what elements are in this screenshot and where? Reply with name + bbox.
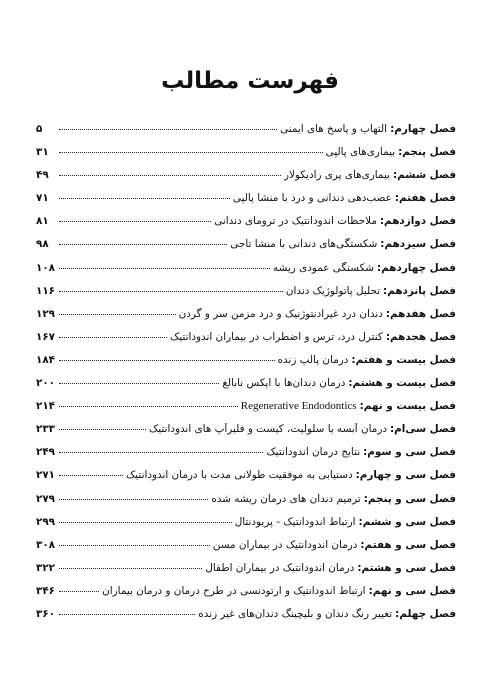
- toc-chapter-label: فصل پانزدهم:: [383, 284, 456, 297]
- toc-page-number: ۲۹۹: [36, 515, 56, 528]
- toc-entry: [36, 192, 456, 215]
- dot-leader: [59, 221, 211, 222]
- toc-entry: [36, 562, 456, 585]
- toc-page-number: ۳۰۸: [36, 538, 56, 551]
- dot-leader: [59, 198, 230, 199]
- toc-topic: بیماری‌های پری رادیکولار: [284, 169, 390, 182]
- toc-page-number: ۴۹: [36, 169, 49, 182]
- toc-chapter-label: فصل بیست و هفتم:: [351, 353, 456, 366]
- toc-topic: ارتباط اندودانتیک - پریودنتال: [234, 515, 356, 528]
- toc-entry: [36, 285, 456, 308]
- toc-page-number: ۲۳۳: [36, 423, 56, 436]
- dot-leader: [59, 244, 227, 245]
- toc-chapter-label: فصل سی و چهارم:: [355, 469, 456, 482]
- toc-chapter-label: فصل چهاردهم:: [376, 261, 456, 274]
- dot-leader: [59, 568, 202, 569]
- toc-chapter-label: فصل هجدهم:: [385, 330, 456, 343]
- toc-page-number: ۵: [36, 123, 43, 135]
- toc-entry: [36, 516, 456, 539]
- toc-topic: ملاحظات اندودانتیک در ترومای دندانی: [214, 215, 377, 228]
- toc-chapter-label: فصل سی و هفتم:: [360, 538, 456, 551]
- dot-leader: [59, 475, 123, 476]
- toc-entry: [36, 331, 456, 354]
- page-title: فهرست مطالب: [161, 68, 339, 94]
- toc-chapter-label: فصل سیزدهم:: [380, 238, 456, 251]
- toc-page-number: ۹۸: [36, 238, 49, 251]
- toc-entry: [36, 585, 456, 608]
- toc-topic: ترمیم دندان های درمان ریشه شده: [211, 492, 361, 505]
- toc-page-number: ۳۲۲: [36, 561, 56, 574]
- toc-topic: نتایج درمان اندودانتیک: [266, 446, 361, 459]
- toc-page-number: ۲۴۹: [36, 446, 56, 459]
- toc-page-number: ۳۱: [36, 146, 49, 159]
- dot-leader: [59, 406, 238, 407]
- toc-topic: التهاب و پاسخ های ایمنی: [280, 123, 388, 135]
- toc-entry: [36, 238, 456, 261]
- dot-leader: [59, 175, 281, 176]
- toc-page-number: ۱۶۷: [36, 330, 56, 343]
- dot-leader: [59, 522, 232, 523]
- toc-topic: بیماری‌های پالپی: [325, 146, 396, 159]
- toc-chapter-label: فصل بیست و نهم:: [359, 400, 456, 413]
- toc-entry: [36, 539, 456, 562]
- toc-entry: [36, 354, 456, 377]
- toc-chapter-label: فصل ششم:: [392, 169, 456, 182]
- toc-topic: ارتباط اندودانتیک و ارتودنسی در طرح درمان و درمان بیماران: [102, 584, 366, 597]
- toc-chapter-label: فصل سی و سوم:: [363, 446, 456, 459]
- toc-topic: درمان دندان‌ها با اپکس نابالغ: [222, 377, 346, 390]
- dot-leader: [59, 129, 277, 130]
- toc-entry: [36, 493, 456, 516]
- toc-topic: عصب‌دهی دندانی و درد با منشا پالپی: [232, 192, 392, 205]
- toc-entry: [36, 123, 456, 146]
- toc-page-number: ۱۱۶: [36, 284, 56, 297]
- dot-leader: [59, 591, 99, 592]
- dot-leader: [59, 268, 270, 269]
- toc-chapter-label: فصل سی‌ام:: [390, 423, 456, 436]
- toc-entry: [36, 146, 456, 169]
- dot-leader: [59, 499, 208, 500]
- toc-chapter-label: فصل دوازدهم:: [379, 215, 456, 228]
- toc-chapter-label: فصل سی و نهم:: [368, 584, 456, 597]
- toc-chapter-label: فصل پنجم:: [398, 146, 456, 159]
- toc-chapter-label: فصل سی و ششم:: [358, 515, 456, 528]
- dot-leader: [59, 337, 167, 338]
- toc-page-number: ۲۷۱: [36, 469, 56, 482]
- dot-leader: [59, 314, 176, 315]
- toc-page-number: ۱۰۸: [36, 261, 56, 274]
- toc-chapter-label: فصل سی و پنجم:: [363, 492, 456, 505]
- table-of-contents: [36, 123, 456, 631]
- toc-entry: [36, 400, 456, 423]
- toc-chapter-label: فصل هفدهم:: [385, 307, 456, 320]
- toc-topic: دندان درد غیرادنتوژنیک و درد مزمن سر و گردن: [178, 307, 383, 320]
- toc-entry: [36, 262, 456, 285]
- toc-entry: [36, 215, 456, 238]
- toc-chapter-label: فصل چهلم:: [395, 607, 456, 620]
- toc-page-number: ۲۷۹: [36, 492, 56, 505]
- dot-leader: [59, 360, 275, 361]
- toc-chapter-label: فصل بیست و هشتم:: [348, 377, 456, 390]
- dot-leader: [59, 429, 146, 430]
- toc-topic: دستیابی به موفقیت طولانی مدت با درمان اندودانتیک: [126, 469, 353, 482]
- toc-topic: تحلیل پاتولوژیک دندان: [285, 284, 381, 297]
- toc-entry: [36, 169, 456, 192]
- toc-chapter-label: فصل هفتم:: [394, 192, 456, 205]
- toc-page-number: ۳۴۶: [36, 584, 56, 597]
- toc-page-number: ۱۲۹: [36, 307, 56, 320]
- toc-topic: کنترل درد، ترس و اضطراب در بیماران اندودانتیک: [170, 330, 383, 343]
- toc-chapter-label: فصل سی و هشتم:: [357, 561, 456, 574]
- toc-entry: [36, 308, 456, 331]
- toc-topic: شکستگی عمودی ریشه: [273, 261, 374, 274]
- toc-page-number: ۳۶۰: [36, 607, 56, 620]
- toc-topic: Regenerative Endodontics: [240, 400, 357, 413]
- toc-page-number: ۱۸۴: [36, 353, 56, 366]
- toc-entry: [36, 446, 456, 469]
- toc-topic: درمان اندودانتیک در بیماران مسن: [212, 538, 358, 551]
- toc-entry: [36, 423, 456, 446]
- toc-page-number: ۲۰۰: [36, 377, 56, 390]
- toc-entry: [36, 469, 456, 492]
- dot-leader: [59, 383, 219, 384]
- toc-topic: درمان آبسه یا سلولیت، کیست و فلیرآپ های اندودانتیک: [148, 423, 387, 436]
- toc-chapter-label: فصل چهارم:: [390, 123, 456, 135]
- dot-leader: [59, 291, 283, 292]
- dot-leader: [59, 152, 323, 153]
- toc-page-number: ۷۱: [36, 192, 49, 205]
- toc-entry: [36, 377, 456, 400]
- dot-leader: [59, 614, 195, 615]
- toc-entry: [36, 608, 456, 631]
- dot-leader: [59, 452, 263, 453]
- toc-topic: تغییر رنگ دندان و بلیچینگ دندان‌های غیر زنده: [198, 607, 393, 620]
- toc-page-number: ۸۱: [36, 215, 49, 228]
- toc-page-number: ۲۱۴: [36, 400, 56, 413]
- toc-topic: شکستگی‌های دندانی با منشا تاجی: [230, 238, 378, 251]
- toc-topic: درمان اندودانتیک در بیماران اطفال: [205, 561, 355, 574]
- dot-leader: [59, 545, 210, 546]
- toc-topic: درمان پالپ زنده: [277, 353, 349, 366]
